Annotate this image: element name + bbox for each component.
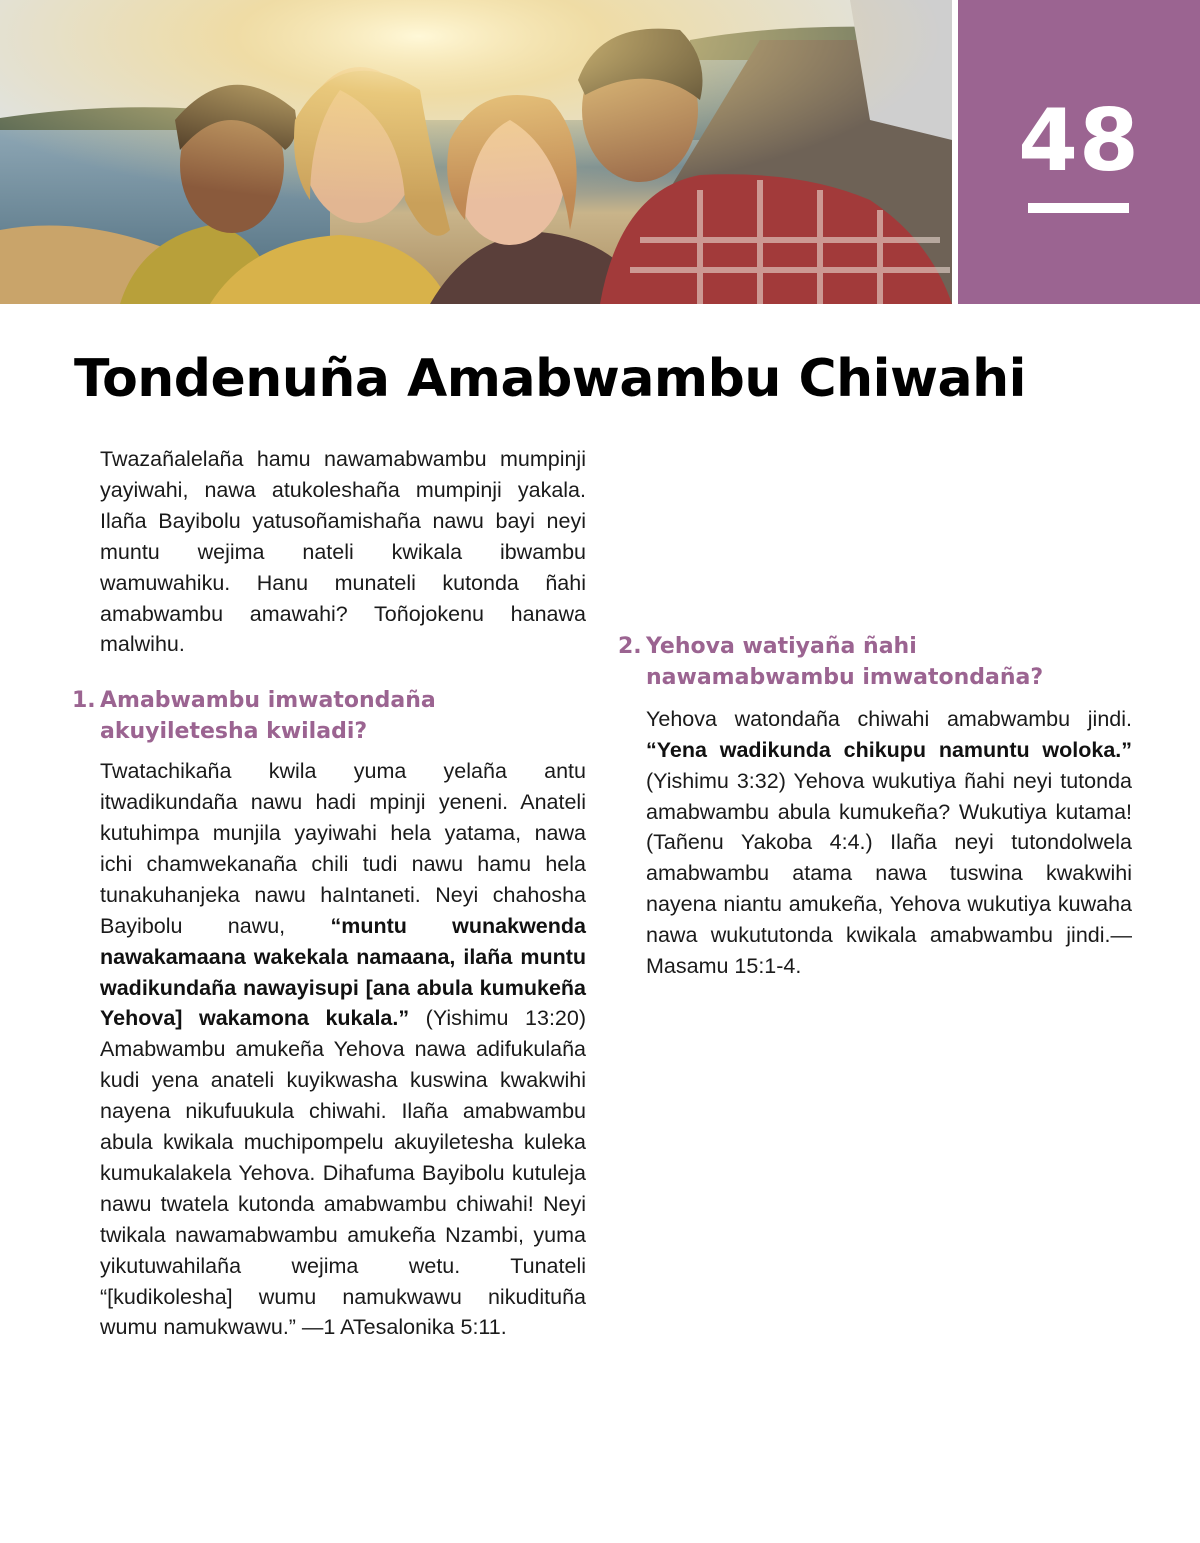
section-1-text-b: (Yishimu 13:20) Amabwambu amukeña Yehova nawa adifukulaña kudi yena anateli kuyikwasha kuswina kwakwihi nayena nikufuukula chiwahi. Ilaña amabwambu abula kwikala muchipompelu akuyiletesha kuleka kumukalakela Yehova. Dihafuma Bayibolu kutuleja nawu twatela kutonda amabwambu chiwahi! Neyi twikala nawamabwambu amukeña Nzambi, yuma yikutuwahilaña wejima wetu. Tunateli “[kudikolesha] wumu namukwawu nikudituña wumu namukwawu.” —1 ATesalonika 5:11.	[100, 1006, 586, 1340]
question-2	[618, 632, 1132, 694]
section-2-paragraph	[646, 704, 1132, 982]
section-2-text-a: Yehova watondaña chiwahi amabwambu jindi.	[646, 706, 1132, 731]
section-1-scripture-quote: “muntu wunakwenda nawakamaana wakekala namaana, ilaña muntu wadikundaña nawayisupi [ana abula kumukeña Yehova] wakamona kukala.”	[100, 913, 586, 1031]
right-column	[618, 444, 1132, 982]
lesson-number-box	[958, 0, 1200, 304]
question-1	[72, 686, 586, 748]
hero-photo	[0, 0, 952, 304]
question-1-number: 1.	[72, 688, 96, 714]
lesson-number-underline	[1028, 203, 1129, 213]
hero-photo-art	[0, 0, 952, 304]
intro-paragraph: Twazañalelaña hamu nawamabwambu mumpinji yayiwahi, nawa atukoleshaña mumpinji yakala. Ilaña Bayibolu yatusoñamishaña nawu bayi neyi muntu wejima nateli kwikala ibwambu wamuwahiku. Hanu munateli kutonda ñahi amabwambu amawahi? Toñojokenu hanawa malwihu.	[100, 447, 586, 657]
section-2-text-b: (Yishimu 3:32) Yehova wukutiya ñahi neyi tutonda amabwambu abula kumukeña? Wukutiya kutama! (Tañenu Yakoba 4:4.) Ilaña neyi tutondolwela amabwambu atama nawa tuswina kwakwihi nayena niantu amukeña, Yehova wukutiya kuwaha nawa wukututonda kwikala amabwambu jindi.—Masamu 15:1-4.	[646, 768, 1132, 979]
lesson-number: 48	[1018, 91, 1140, 191]
question-2-text: Yehova watiyaña ñahi nawamabwambu imwatondaña?	[646, 634, 1044, 690]
section-2-scripture-quote: “Yena wadikunda chikupu namuntu woloka.”	[646, 737, 1132, 762]
question-2-number: 2.	[618, 634, 642, 659]
page-title: Tondenuña Amabwambu Chiwahi	[74, 349, 1026, 409]
section-1-text-a: Twatachikaña kwila yuma yelaña antu itwadikundaña nawu hadi mpinji yeneni. Anateli kutuhimpa munjila yayiwahi hela yatama, nawa ichi chamwekanaña chili tudi nawu hamu hela tunakuhanjeka nawu haIntaneti. Neyi chahosha Bayibolu nawu,	[100, 759, 586, 938]
section-1-paragraph	[100, 756, 586, 1343]
question-1-text: Amabwambu imwatondaña akuyiletesha kwiladi?	[100, 688, 436, 745]
left-column	[72, 444, 586, 1343]
